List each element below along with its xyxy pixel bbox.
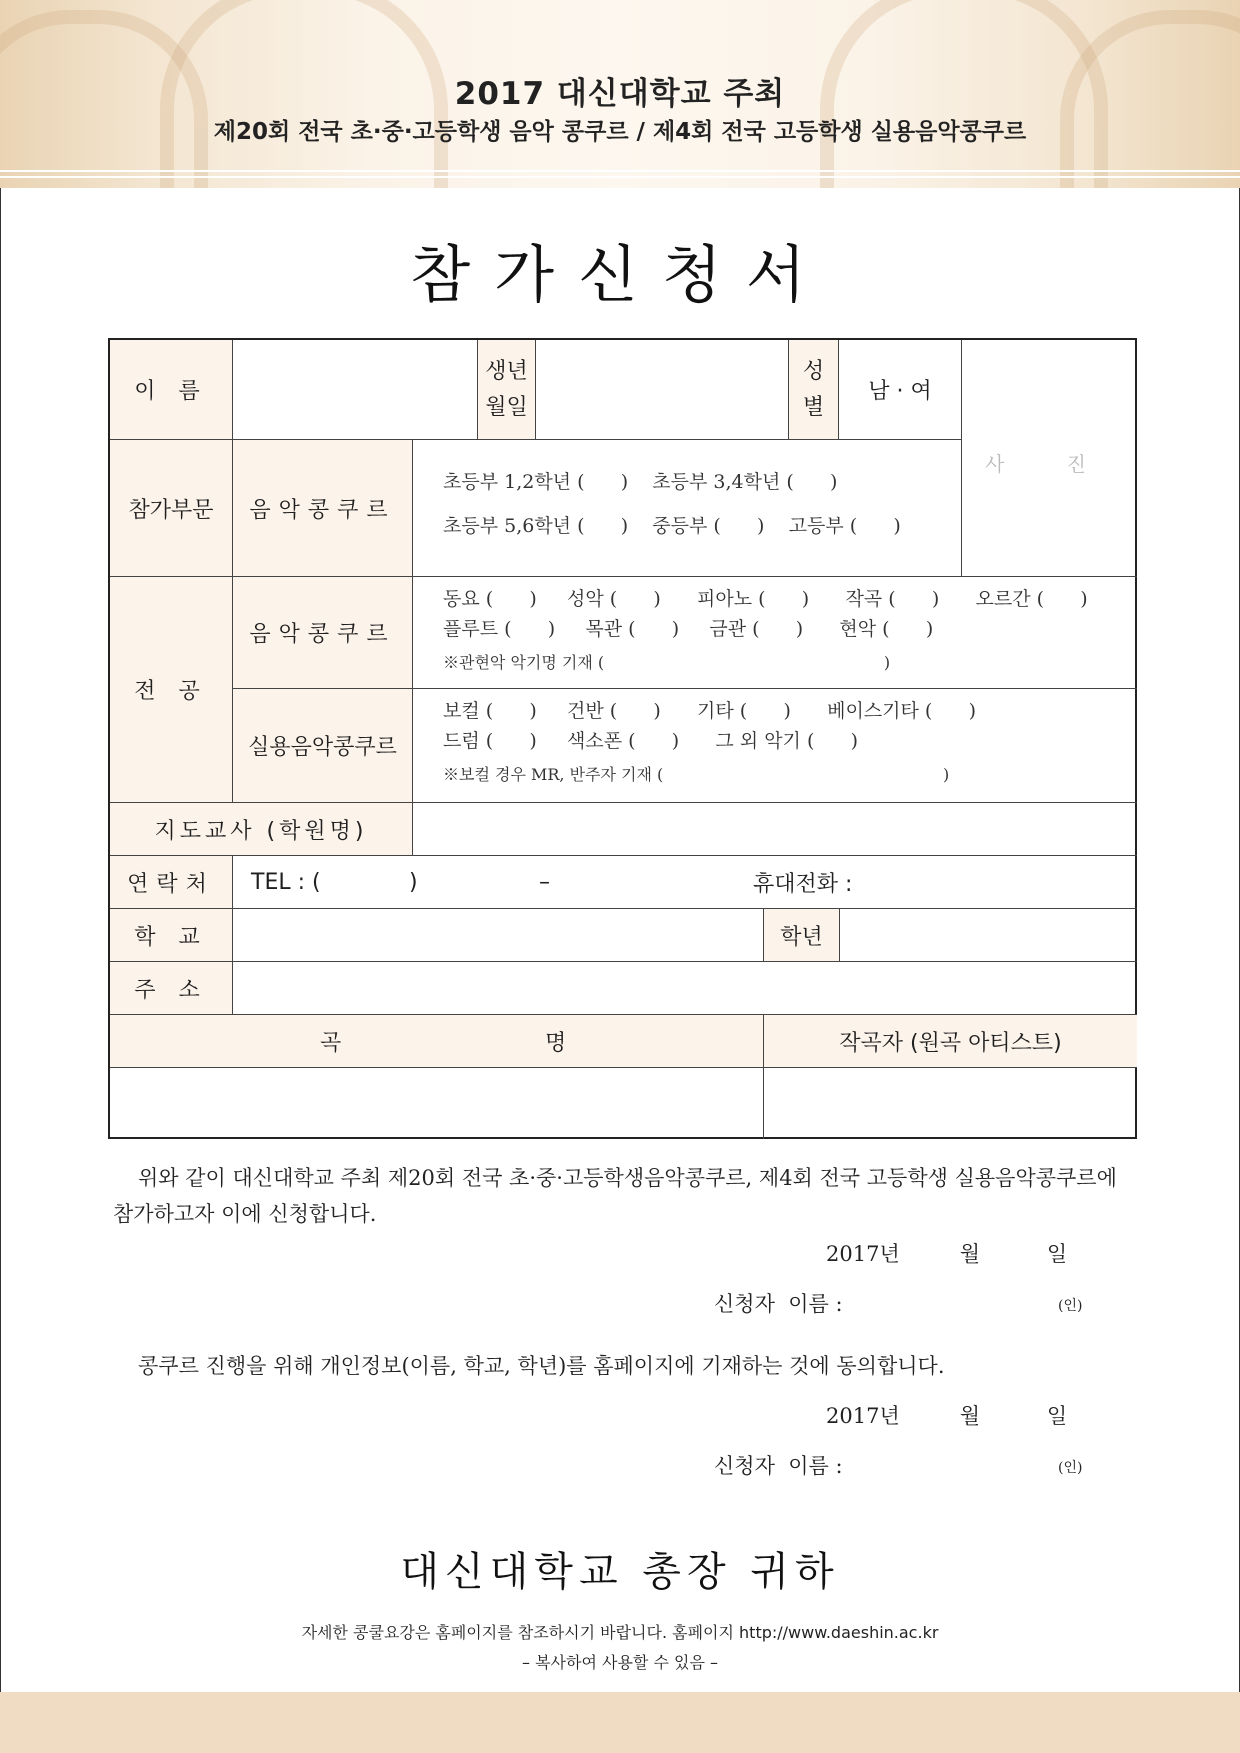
major-applied-line1: 보컬 ( ) 건반 ( ) 기타 ( ) 베이스기타 ( ) (443, 700, 976, 722)
address-field[interactable] (233, 962, 1137, 1015)
major-applied-line2: 드럼 ( ) 색소폰 ( ) 그 외 악기 ( ) (443, 730, 859, 752)
mobile-label: 휴대전화 : (753, 871, 853, 897)
tel-label: TEL : ( (251, 869, 321, 895)
birth-label-line2: 월일 (485, 394, 528, 420)
major-applied-options[interactable] (413, 689, 1137, 803)
tel-paren: ) (409, 869, 418, 895)
application-form (108, 338, 1137, 1139)
declaration-date-2: 2017년 월 일 (826, 1404, 1068, 1428)
grade-field[interactable] (840, 909, 1137, 962)
photo-box[interactable] (962, 340, 1137, 577)
major-music-label: 음악콩쿠르 (233, 577, 413, 689)
footer-copy-note: – 복사하여 사용할 수 있음 – (522, 1653, 718, 1672)
header-banner (0, 0, 1240, 188)
name-label: 이 름 (110, 340, 233, 440)
teacher-label: 지도교사 (학원명) (110, 803, 413, 856)
photo-label: 사 진 (985, 452, 1114, 476)
header-title: 2017 대신대학교 주최 (454, 76, 786, 112)
major-label: 전 공 (110, 577, 233, 803)
division-label: 참가부문 (110, 440, 233, 577)
composer-label: 작곡자 (원곡 아티스트) (764, 1015, 1137, 1068)
song-label-a: 곡 (320, 1030, 342, 1056)
composer-field[interactable] (764, 1068, 1137, 1139)
birth-label (478, 340, 536, 440)
gender-field[interactable]: 남 · 여 (839, 340, 962, 440)
gender-label-line2: 별 (802, 394, 825, 420)
major-music-note: ※관현악 악기명 기재 ( ) (443, 653, 891, 672)
division-line2: 초등부 5,6학년 ( ) 중등부 ( ) 고등부 ( ) (443, 515, 901, 537)
school-field[interactable] (233, 909, 764, 962)
signer-name-1: 신청자 이름 : (714, 1292, 843, 1316)
song-title-label (110, 1015, 764, 1068)
school-label: 학 교 (110, 909, 233, 962)
gender-label (789, 340, 839, 440)
tel-dash: – (539, 869, 550, 895)
song-label-b: 명 (545, 1030, 567, 1056)
seal-mark-2: (인) (1058, 1460, 1083, 1476)
gender-label-line1: 성 (802, 359, 825, 385)
contact-field[interactable] (233, 856, 1137, 909)
teacher-field[interactable] (413, 803, 1137, 856)
consent-text: 콩쿠르 진행을 위해 개인정보(이름, 학교, 학년)를 홈페이지에 기재하는 것에 동의합니다. (138, 1354, 945, 1378)
declaration-line1: 위와 같이 대신대학교 주최 제20회 전국 초·중·고등학생음악콩쿠르, 제4회 전국 고등학생 실용음악콩쿠르에 (138, 1166, 1117, 1190)
major-music-line1: 동요 ( ) 성악 ( ) 피아노 ( ) 작곡 ( ) 오르간 ( ) (443, 588, 1088, 610)
bottom-band (0, 1692, 1240, 1753)
major-applied-label: 실용음악콩쿠르 (233, 689, 413, 803)
major-music-options[interactable] (413, 577, 1137, 689)
address-label: 주 소 (110, 962, 233, 1015)
birth-field[interactable] (536, 340, 789, 440)
major-music-line2: 플루트 ( ) 목관 ( ) 금관 ( ) 현악 ( ) (443, 618, 934, 640)
document-title: 참가신청서 (410, 238, 830, 311)
declaration-date-1: 2017년 월 일 (826, 1242, 1068, 1266)
seal-mark-1: (인) (1058, 1298, 1083, 1314)
name-field[interactable] (233, 340, 478, 440)
grade-label: 학년 (764, 909, 840, 962)
birth-label-line1: 생년 (485, 359, 528, 385)
header-subtitle: 제20회 전국 초·중·고등학생 음악 콩쿠르 / 제4회 전국 고등학생 실용음악콩쿠르 (213, 119, 1027, 145)
division-line1: 초등부 1,2학년 ( ) 초등부 3,4학년 ( ) (443, 471, 838, 493)
contact-label: 연락처 (110, 856, 233, 909)
footer-info: 자세한 콩쿨요강은 홈페이지를 참조하시기 바랍니다. 홈페이지 http://www.daeshin.ac.kr (301, 1623, 939, 1642)
division-options[interactable] (413, 440, 962, 577)
declaration-line2: 참가하고자 이에 신청합니다. (113, 1202, 377, 1226)
major-applied-note: ※보컬 경우 MR, 반주자 기재 ( ) (443, 765, 950, 784)
signer-name-2: 신청자 이름 : (714, 1454, 843, 1478)
division-music-label: 음악콩쿠르 (233, 440, 413, 577)
addressee: 대신대학교 총장 귀하 (400, 1549, 840, 1595)
song-title-field[interactable] (110, 1068, 764, 1139)
